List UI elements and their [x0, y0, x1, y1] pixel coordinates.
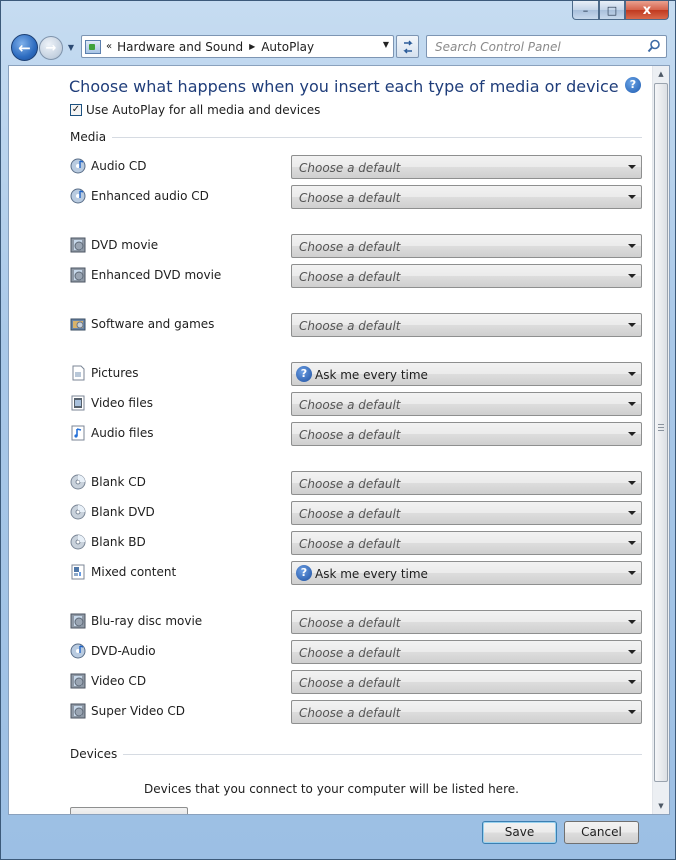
media-label: Enhanced audio CD [91, 189, 209, 203]
media-row [70, 185, 642, 209]
media-section-label: Media [70, 130, 107, 144]
dropdown-arrow-icon[interactable] [628, 372, 636, 376]
content-pane [8, 65, 670, 815]
enhanced-dvd-movie-icon [70, 267, 86, 283]
refresh-button[interactable] [396, 35, 419, 58]
autoplay-action-dropdown[interactable] [291, 234, 642, 258]
autoplay-action-dropdown[interactable] [291, 155, 642, 179]
dropdown-arrow-icon[interactable] [628, 680, 636, 684]
minimize-button[interactable]: – [572, 1, 599, 20]
autoplay-action-dropdown[interactable] [291, 392, 642, 416]
autoplay-action-dropdown[interactable] [291, 670, 642, 694]
section-divider [123, 754, 642, 755]
dropdown-arrow-icon[interactable] [628, 432, 636, 436]
blank-bd-icon [70, 534, 86, 550]
grip-icon [658, 424, 664, 431]
dropdown-value: Choose a default [299, 646, 401, 660]
dropdown-arrow-icon[interactable] [628, 620, 636, 624]
dropdown-arrow-icon[interactable] [628, 650, 636, 654]
media-label: Video CD [91, 674, 147, 688]
media-label: Video files [91, 396, 153, 410]
dropdown-value: Choose a default [299, 537, 401, 551]
autoplay-action-dropdown[interactable] [291, 561, 642, 585]
dropdown-arrow-icon[interactable] [628, 323, 636, 327]
reset-defaults-button[interactable] [70, 807, 188, 815]
blank-dvd-icon [70, 504, 86, 520]
breadcrumb-arrow-icon[interactable]: ▶ [249, 42, 256, 51]
dropdown-value: Choose a default [299, 676, 401, 690]
blank-cd-icon [70, 474, 86, 490]
scroll-up-icon[interactable]: ▲ [658, 70, 664, 78]
dropdown-arrow-icon[interactable] [628, 511, 636, 515]
use-autoplay-option[interactable] [70, 103, 320, 117]
audio-cd-icon [70, 158, 86, 174]
dropdown-arrow-icon[interactable] [628, 481, 636, 485]
mixed-content-icon [70, 564, 86, 580]
media-row [70, 640, 642, 664]
dropdown-arrow-icon[interactable] [628, 402, 636, 406]
media-row [70, 362, 642, 386]
media-label: DVD movie [91, 238, 159, 252]
caption-buttons [572, 1, 669, 20]
media-row [70, 313, 642, 337]
bluray-movie-icon [70, 613, 86, 629]
autoplay-action-dropdown[interactable] [291, 501, 642, 525]
dropdown-arrow-icon[interactable] [628, 710, 636, 714]
dropdown-arrow-icon[interactable] [628, 274, 636, 278]
use-autoplay-label[interactable]: Use AutoPlay for all media and devices [86, 103, 321, 117]
media-label: Audio CD [91, 159, 147, 173]
navigation-bar [1, 31, 676, 63]
address-bar[interactable] [81, 35, 394, 58]
maximize-button[interactable]: □ [599, 1, 625, 20]
software-games-icon [70, 316, 86, 332]
forward-button[interactable]: → [39, 36, 63, 60]
breadcrumb-hardware-and-sound[interactable]: Hardware and Sound [117, 39, 244, 54]
dropdown-value: Choose a default [299, 191, 401, 205]
section-divider [112, 137, 642, 138]
media-label: Blank CD [91, 475, 146, 489]
recent-pages-dropdown[interactable]: ▼ [67, 43, 75, 52]
breadcrumb-autoplay[interactable]: AutoPlay [261, 39, 315, 54]
autoplay-action-dropdown[interactable] [291, 640, 642, 664]
media-row [70, 610, 642, 634]
autoplay-action-dropdown[interactable] [291, 610, 642, 634]
dropdown-arrow-icon[interactable] [628, 165, 636, 169]
media-row [70, 234, 642, 258]
dropdown-value: Choose a default [299, 616, 401, 630]
address-overflow-chevron[interactable]: « [106, 41, 113, 52]
dropdown-value: Choose a default [299, 507, 401, 521]
dropdown-value: Choose a default [299, 319, 401, 333]
media-label: Super Video CD [91, 704, 186, 718]
address-dropdown-icon[interactable]: ▼ [382, 40, 389, 49]
media-label: Audio files [91, 426, 154, 440]
video-files-icon [70, 395, 86, 411]
close-button[interactable]: x [625, 1, 669, 20]
devices-note: Devices that you connect to your computer will be listed here. [144, 782, 519, 796]
dropdown-value: Choose a default [299, 240, 401, 254]
media-label: Software and games [91, 317, 215, 331]
scrollbar-thumb[interactable] [654, 83, 668, 782]
dialog-footer [1, 815, 676, 860]
media-label: Enhanced DVD movie [91, 268, 222, 282]
devices-section-header [70, 747, 642, 761]
audio-files-icon [70, 425, 86, 441]
dvd-audio-icon [70, 643, 86, 659]
media-row [70, 670, 642, 694]
autoplay-action-dropdown[interactable] [291, 264, 642, 288]
autoplay-action-dropdown[interactable] [291, 185, 642, 209]
media-row [70, 700, 642, 724]
media-label: Mixed content [91, 565, 177, 579]
cancel-button[interactable]: Cancel [564, 821, 639, 844]
dvd-movie-icon [70, 237, 86, 253]
media-label: Blu-ray disc movie [91, 614, 203, 628]
media-row [70, 155, 642, 179]
dropdown-arrow-icon[interactable] [628, 244, 636, 248]
save-button[interactable]: Save [482, 821, 557, 844]
help-icon[interactable]: ? [625, 77, 641, 93]
autoplay-action-dropdown[interactable] [291, 313, 642, 337]
dropdown-value: Choose a default [299, 428, 401, 442]
back-button[interactable]: ← [11, 34, 38, 61]
page-title: Choose what happens when you insert each type of media or device [69, 77, 619, 96]
media-label: Pictures [91, 366, 139, 380]
enhanced-audio-cd-icon [70, 188, 86, 204]
search-placeholder: Search Control Panel [435, 40, 561, 54]
media-row [70, 561, 642, 585]
autoplay-action-dropdown[interactable] [291, 531, 642, 555]
question-icon: ? [296, 565, 312, 581]
control-panel-icon [85, 40, 101, 54]
pictures-icon [70, 365, 86, 381]
media-row [70, 392, 642, 416]
vertical-scrollbar[interactable] [652, 66, 669, 814]
search-input[interactable] [426, 35, 667, 58]
media-row [70, 471, 642, 495]
media-row [70, 531, 642, 555]
refresh-icon [401, 40, 415, 54]
autoplay-action-dropdown[interactable] [291, 700, 642, 724]
dropdown-arrow-icon[interactable] [628, 541, 636, 545]
dropdown-value: Choose a default [299, 161, 401, 175]
dropdown-value: Choose a default [299, 398, 401, 412]
dropdown-value: Ask me every time [315, 368, 428, 382]
super-video-cd-icon [70, 703, 86, 719]
autoplay-action-dropdown[interactable] [291, 362, 642, 386]
question-icon: ? [296, 366, 312, 382]
media-row [70, 501, 642, 525]
media-label: DVD-Audio [91, 644, 156, 658]
video-cd-icon [70, 673, 86, 689]
devices-section-label: Devices [70, 747, 118, 761]
scroll-down-icon[interactable]: ▼ [658, 802, 664, 810]
media-section-header [70, 130, 642, 144]
dropdown-arrow-icon[interactable] [628, 195, 636, 199]
use-autoplay-checkbox[interactable]: ✓ [71, 104, 81, 115]
autoplay-action-dropdown[interactable] [291, 471, 642, 495]
media-row [70, 264, 642, 288]
dropdown-value: Choose a default [299, 706, 401, 720]
dropdown-value: Choose a default [299, 270, 401, 284]
media-row [70, 422, 642, 446]
dropdown-value: Ask me every time [315, 567, 428, 581]
search-icon[interactable] [647, 39, 661, 53]
media-label: Blank DVD [91, 505, 155, 519]
dropdown-arrow-icon[interactable] [628, 571, 636, 575]
media-label: Blank BD [91, 535, 146, 549]
autoplay-action-dropdown[interactable] [291, 422, 642, 446]
dropdown-value: Choose a default [299, 477, 401, 491]
